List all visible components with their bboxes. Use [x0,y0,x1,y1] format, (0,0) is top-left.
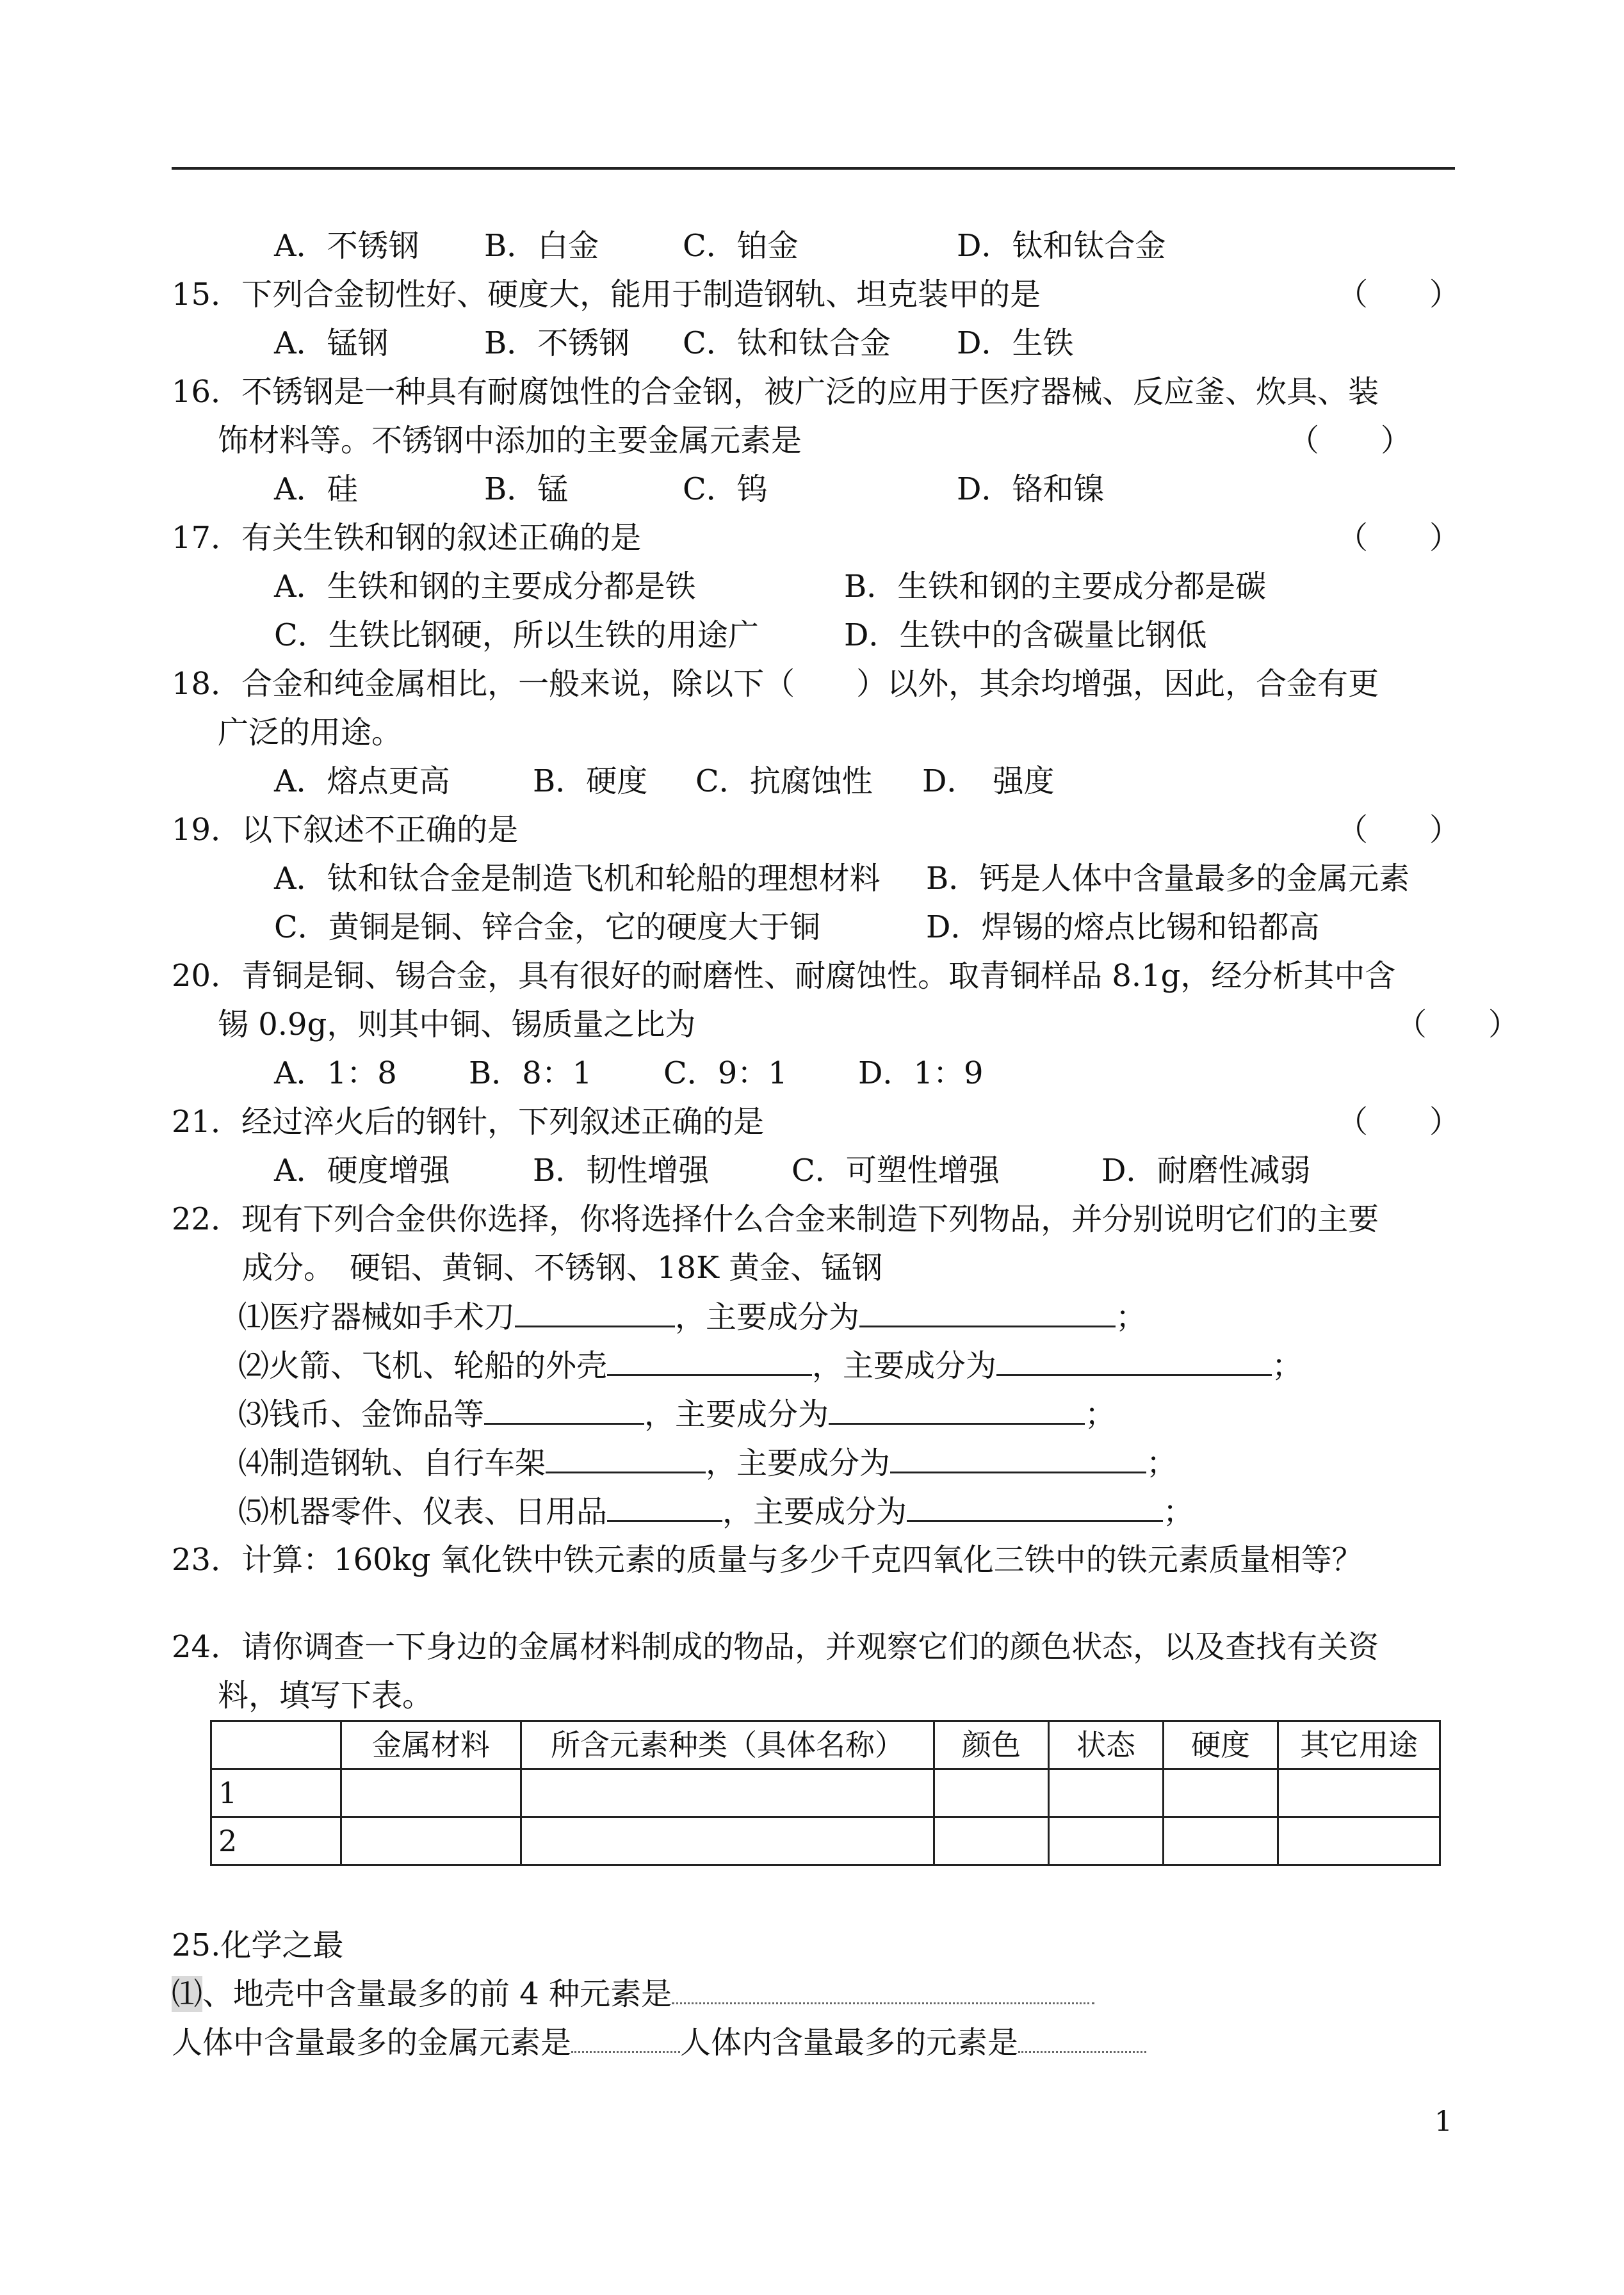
q22-item-1-label: ⑴医疗器械如手术刀 [238,1299,516,1335]
q18-option-c: C．抗腐蚀性 [695,763,873,799]
table-cell[interactable] [341,1817,521,1865]
q25-item-1-text: 、地壳中含量最多的前 4 种元素是 [202,1976,672,2012]
q22-item-3-end: ； [1085,1397,1116,1432]
q15-option-c: C．钛和钛合金 [683,325,891,361]
q21-answer-paren: （ ） [1337,1104,1461,1140]
q18-stem-line2: 广泛的用途。 [218,715,403,750]
q16-option-a: A．硅 [274,471,358,507]
table-cell[interactable] [934,1769,1049,1817]
q15-option-b: B．不锈钢 [484,325,630,361]
q22-item-1-end: ； [1116,1299,1147,1335]
q15-answer-paren: （ ） [1337,277,1461,312]
q22-item-4-mid: ，主要成分为 [706,1445,891,1481]
q22-item-1-composition-blank[interactable] [859,1292,1116,1327]
q17-answer-paren: （ ） [1337,520,1461,556]
q14-option-a: A．不锈钢 [274,228,419,264]
q22-item-3-composition-blank[interactable] [829,1390,1085,1425]
q25-line-2 [172,2018,1146,2067]
q21-option-d: D．耐磨性减弱 [1101,1153,1311,1188]
q22-item-5-mid: ，主要成分为 [722,1494,907,1530]
q21-option-b: B．韧性增强 [533,1153,710,1188]
table-cell[interactable] [1049,1817,1164,1865]
q19-answer-paren: （ ） [1337,812,1461,848]
q22-item-2-label: ⑵火箭、飞机、轮船的外壳 [238,1348,608,1384]
table-cell[interactable] [1164,1769,1278,1817]
table-row [211,1769,1440,1817]
q17-option-d: D．生铁中的含碳量比钢低 [844,617,1207,653]
q22-stem-line1: 22．现有下列合金供你选择，你将选择什么合金来制造下列物品，并分别说明它们的主要 [172,1201,1379,1237]
q22-item-1-alloy-blank[interactable] [515,1292,675,1327]
q19-option-d: D．焊锡的熔点比锡和铅都高 [926,909,1320,945]
q22-item-5-end: ； [1163,1494,1194,1530]
q22-item-4 [238,1438,1177,1488]
table-cell[interactable] [1049,1769,1164,1817]
q22-stem-line2: 成分。 硬铝、黄铜、不锈钢、18K 黄金、锰钢 [242,1250,883,1286]
table-header-cell [211,1721,341,1769]
q22-item-2-end: ； [1272,1348,1303,1384]
q16-stem-line2: 饰材料等。不锈钢中添加的主要金属元素是 [218,423,802,458]
table-header-cell: 其它用途 [1278,1721,1440,1769]
q22-item-1 [238,1292,1146,1342]
q18-option-b: B．硬度 [533,763,648,799]
q18-stem-line1: 18．合金和纯金属相比，一般来说，除以下（ ）以外，其余均增强，因此，合金有更 [172,666,1379,702]
q22-item-4-end: ； [1146,1445,1178,1481]
table-header-cell: 硬度 [1164,1721,1278,1769]
q22-item-4-label: ⑷制造钢轨、自行车架 [238,1445,546,1481]
q23-stem: 23．计算：160kg 氧化铁中铁元素的质量与多少千克四氧化三铁中的铁元素质量相等？ [172,1542,1363,1578]
table-row [211,1817,1440,1865]
q22-item-3-mid: ，主要成分为 [644,1397,829,1432]
q20-stem-line2: 锡 0.9g，则其中铜、锡质量之比为 [218,1007,696,1042]
q20-answer-paren: （ ） [1396,1007,1520,1042]
q25-title: 25.化学之最 [172,1927,344,1963]
q21-option-c: C．可塑性增强 [792,1153,1000,1188]
q22-item-3-label: ⑶钱币、金饰品等 [238,1397,485,1432]
q15-stem: 15．下列合金韧性好、硬度大，能用于制造钢轨、坦克装甲的是 [172,277,1041,312]
q15-option-d: D．生铁 [957,325,1074,361]
table-cell[interactable] [1164,1817,1278,1865]
q20-option-b: B．8：1 [469,1055,592,1091]
q20-option-d: D．1：9 [858,1055,984,1091]
q20-stem-line1: 20．青铜是铜、锡合金，具有很好的耐磨性、耐腐蚀性。取青铜样品 8.1g，经分析其中含 [172,958,1396,994]
q22-item-3 [238,1390,1116,1439]
q22-item-3-alloy-blank[interactable] [484,1390,644,1425]
q18-option-d: D． 强度 [922,763,1055,799]
table-header-cell: 金属材料 [341,1721,521,1769]
q22-item-2-composition-blank[interactable] [996,1341,1272,1376]
table-header-cell: 所含元素种类（具体名称） [521,1721,934,1769]
q16-stem-line1: 16．不锈钢是一种具有耐腐蚀性的合金钢，被广泛的应用于医疗器械、反应釜、炊具、装 [172,374,1379,410]
q14-option-c: C．铂金 [683,228,799,264]
q24-stem-line1: 24．请你调查一下身边的金属材料制成的物品，并观察它们的颜色状态，以及查找有关资 [172,1629,1379,1665]
q22-item-2-alloy-blank[interactable] [607,1341,812,1376]
q22-item-1-mid: ，主要成分为 [675,1299,860,1335]
q16-option-d: D．铬和镍 [957,471,1105,507]
q25-item-1-number: ⑴ [172,1976,203,2012]
q21-option-a: A．硬度增强 [274,1153,450,1188]
q19-option-b: B．钙是人体中含量最多的金属元素 [926,861,1410,896]
q16-answer-paren: （ ） [1288,423,1412,458]
q22-item-2 [238,1341,1303,1390]
q14-option-b: B．白金 [484,228,599,264]
page-number: 1 [1434,2105,1452,2138]
table-cell: 1 [211,1769,341,1817]
table-cell: 2 [211,1817,341,1865]
q19-option-a: A．钛和钛合金是制造飞机和轮船的理想材料 [274,861,881,896]
q17-option-a: A．生铁和钢的主要成分都是铁 [274,569,696,604]
header-rule [172,167,1455,170]
q25-element-text: 人体内含量最多的元素是 [680,2025,1019,2061]
q25-metal-text: 人体中含量最多的金属元素是 [172,2025,572,2061]
q22-item-5-label: ⑸机器零件、仪表、日用品 [238,1494,608,1530]
table-cell[interactable] [1278,1817,1440,1865]
q22-item-5-composition-blank[interactable] [907,1487,1163,1522]
q25-item-1-blank[interactable] [672,1972,1094,2004]
q25-metal-blank[interactable] [571,2020,680,2053]
q22-item-4-alloy-blank[interactable] [546,1438,706,1473]
q17-option-b: B．生铁和钢的主要成分都是碳 [844,569,1267,604]
table-cell[interactable] [1278,1769,1440,1817]
q25-item-1 [172,1970,1094,2018]
q17-option-c: C．生铁比钢硬，所以生铁的用途广 [274,617,759,653]
q19-option-c: C．黄铜是铜、锌合金，它的硬度大于铜 [274,909,820,945]
q21-stem: 21．经过淬火后的钢针，下列叙述正确的是 [172,1104,765,1140]
table-cell[interactable] [934,1817,1049,1865]
q22-item-2-mid: ，主要成分为 [812,1348,997,1384]
q20-option-a: A．1：8 [274,1055,397,1091]
q25-element-blank[interactable] [1018,2020,1146,2053]
table-header-cell: 状态 [1049,1721,1164,1769]
table-cell[interactable] [521,1817,934,1865]
q16-option-c: C．钨 [683,471,768,507]
q14-option-d: D．钛和钛合金 [957,228,1166,264]
q22-item-4-composition-blank[interactable] [890,1438,1146,1473]
q15-option-a: A．锰钢 [274,325,389,361]
table-header-cell: 颜色 [934,1721,1049,1769]
q20-option-c: C．9：1 [663,1055,788,1091]
table-header-row [211,1721,1440,1769]
q18-option-a: A．熔点更高 [274,763,450,799]
q19-stem: 19．以下叙述不正确的是 [172,812,519,848]
table-cell[interactable] [521,1769,934,1817]
q16-option-b: B．锰 [484,471,569,507]
q22-item-5-alloy-blank[interactable] [607,1487,722,1522]
q24-survey-table [210,1720,1441,1866]
q24-stem-line2: 料，填写下表。 [218,1678,434,1714]
table-cell[interactable] [341,1769,521,1817]
q22-item-5 [238,1487,1194,1536]
q17-stem: 17．有关生铁和钢的叙述正确的是 [172,520,642,556]
